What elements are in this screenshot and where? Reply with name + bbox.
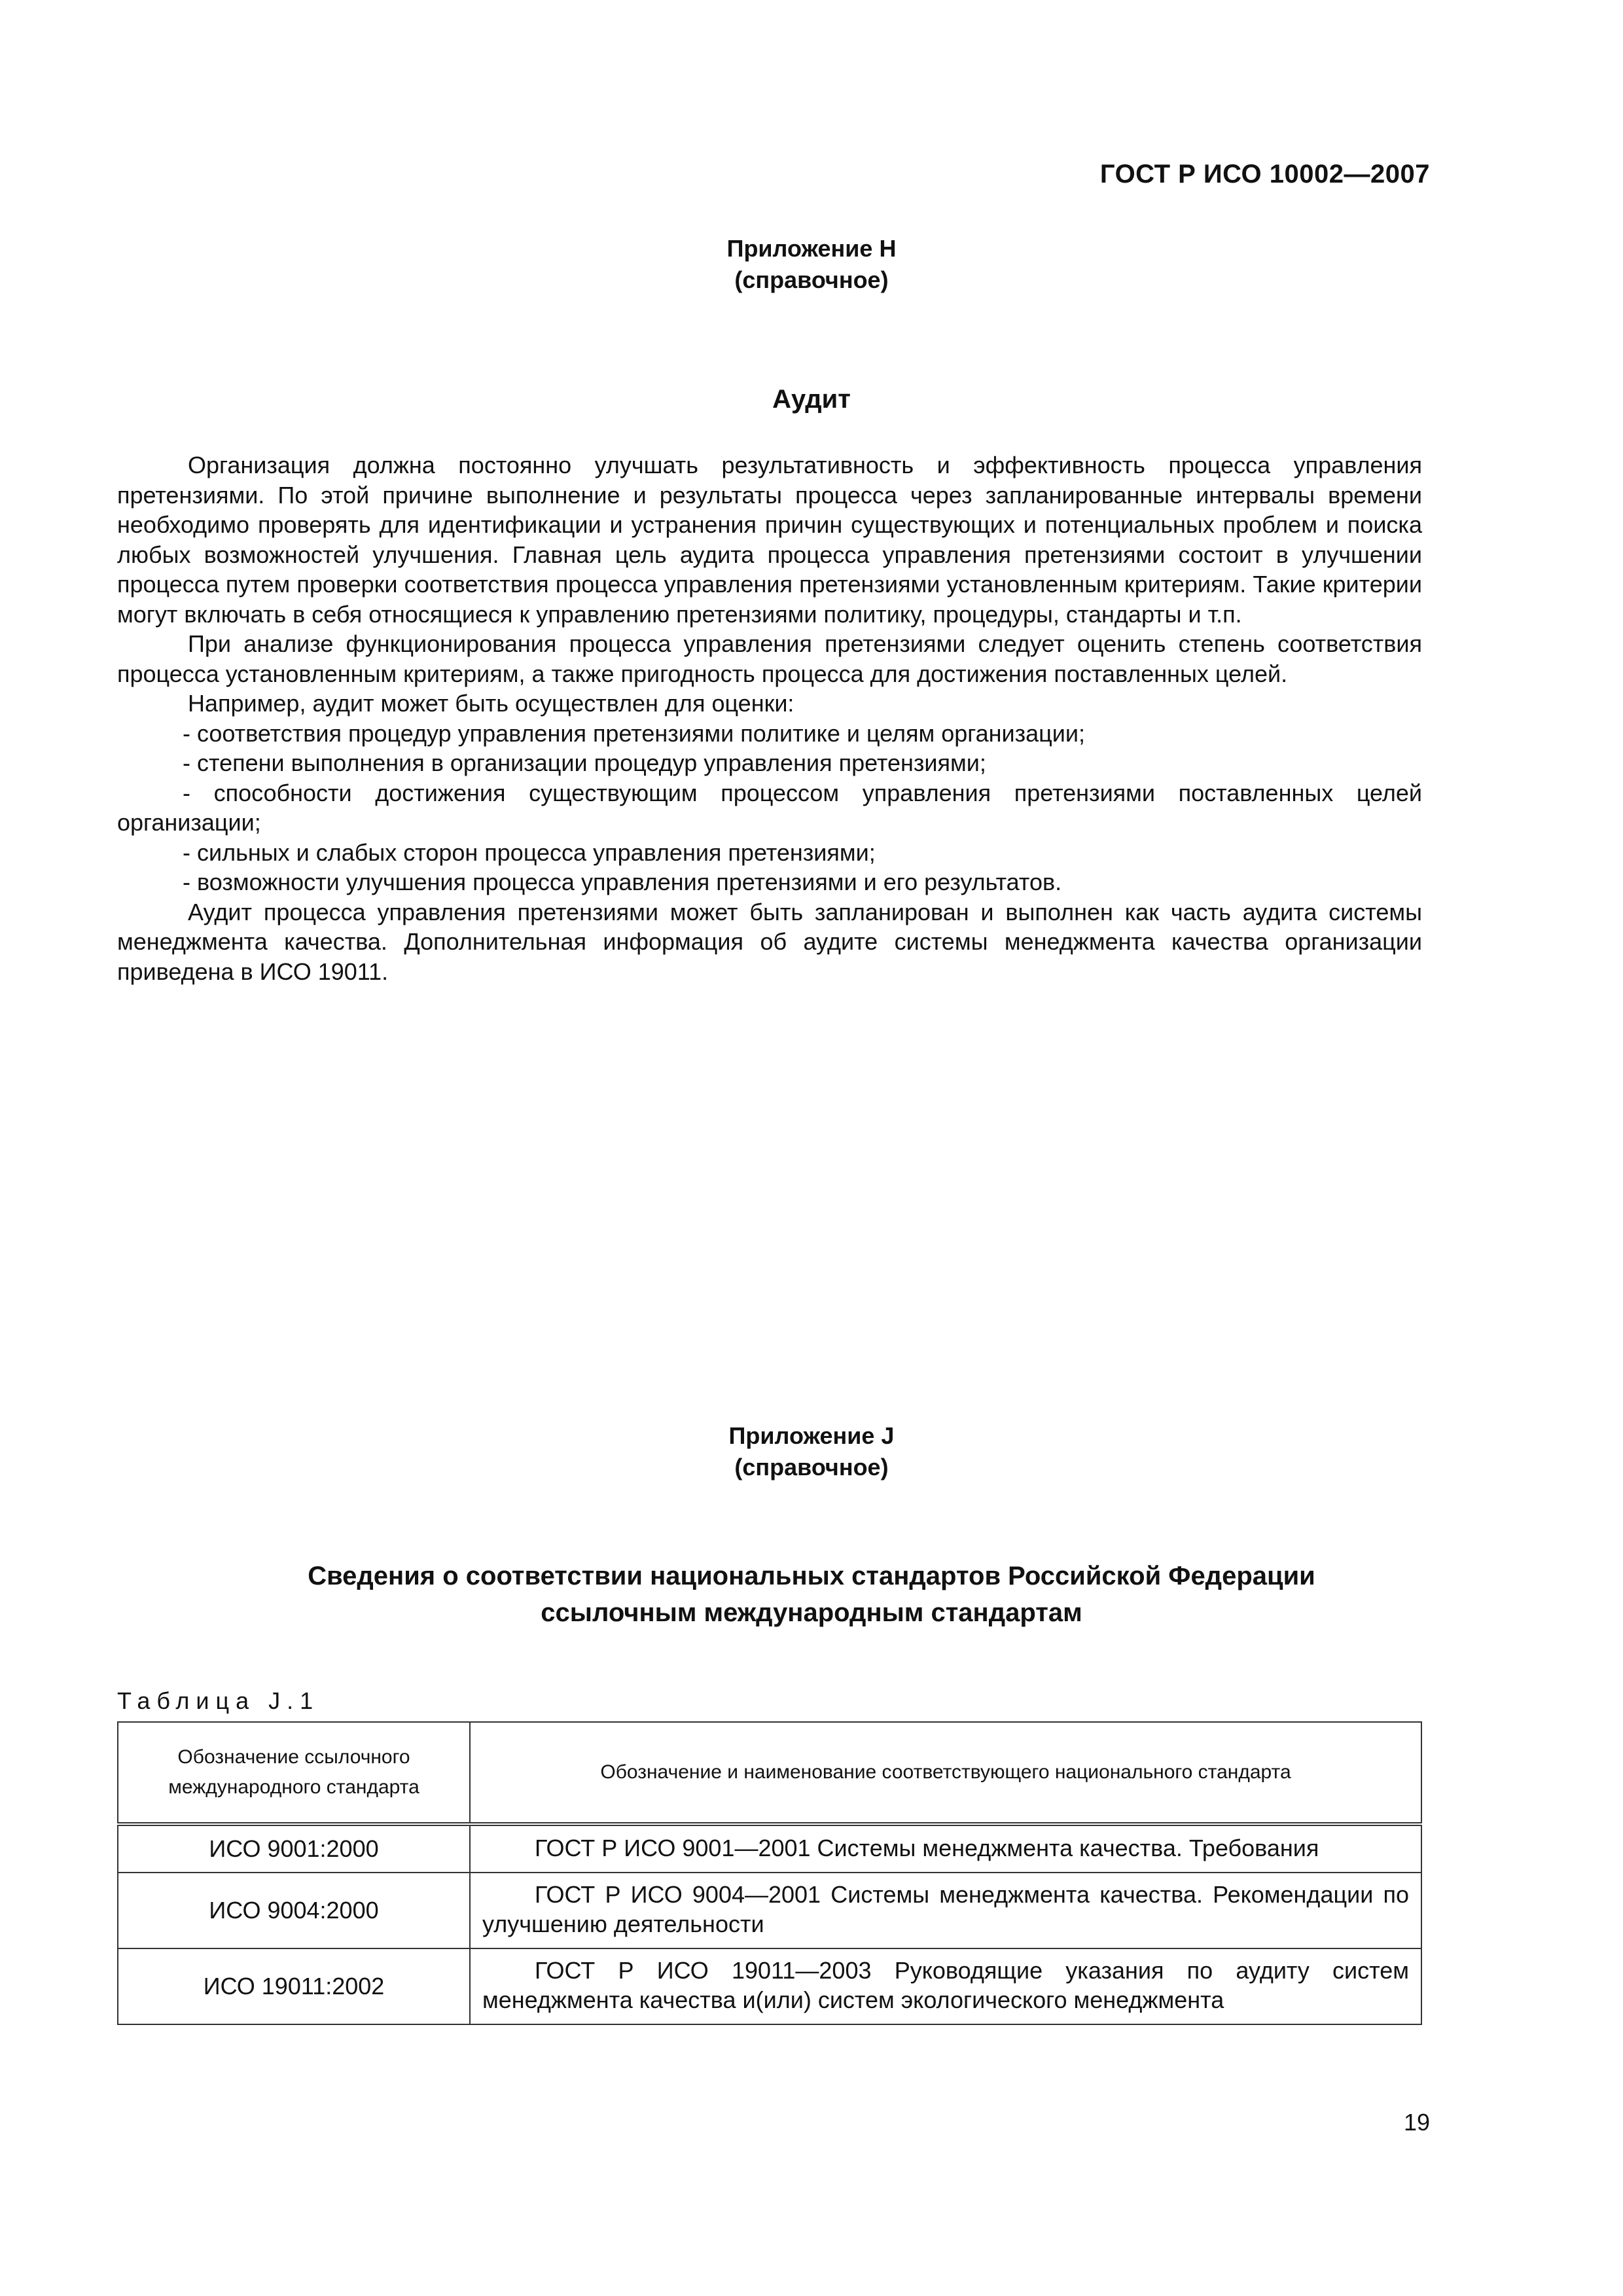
cell-intl: ИСО 19011:2002 (118, 1948, 470, 2024)
annex-h-heading (0, 233, 1623, 296)
page-number: 19 (1403, 2109, 1430, 2136)
list-item: - степени выполнения в организации процедур управления претензиями; (183, 749, 986, 776)
annex-h-label: Приложение H (726, 235, 897, 262)
annex-j-title (0, 1558, 1623, 1631)
annex-j-label: Приложение J (728, 1422, 895, 1449)
annex-h-kind: (справочное) (734, 266, 889, 293)
list-item: - возможности улучшения процесса управления претензиями и его результатов. (183, 869, 1062, 895)
annex-j-title-line1: Сведения о соответствии национальных стандартов Российской Федерации (308, 1562, 1315, 1590)
reference-table (117, 1721, 1422, 2025)
list-item: - соответствия процедур управления претензиями политике и целям организации; (183, 719, 1086, 747)
paragraph: Например, аудит может быть осуществлен для оценки: (188, 690, 794, 717)
table-row (118, 1873, 1421, 1948)
column-header-intl: Обозначение ссылочного международного стандарта (118, 1722, 470, 1824)
list-item: - способности достижения существующим процессом управления претензиями поставленных целей организации; (117, 779, 1422, 836)
annex-j-kind: (справочное) (734, 1454, 889, 1480)
paragraph: При анализе функционирования процесса управления претензиями следует оценить степень соответствия процесса установленным критериям, а также пригодность процесса для достижения поставленных целей. (117, 630, 1422, 687)
table-header-row (118, 1722, 1421, 1824)
list-item: - сильных и слабых сторон процесса управления претензиями; (183, 838, 876, 866)
cell-national-text: ГОСТ Р ИСО 19011—2003 Руководящие указания по аудиту систем менеджмента качества и(или) систем экологического менеджмента (482, 1957, 1409, 2013)
cell-national-text: ГОСТ Р ИСО 9001—2001 Системы менеджмента качества. Требования (535, 1834, 1319, 1861)
annex-h-body (117, 450, 1422, 986)
document-id: ГОСТ Р ИСО 10002—2007 (1099, 160, 1430, 188)
column-header-national: Обозначение и наименование соответствующего национального стандарта (470, 1722, 1421, 1824)
cell-national (470, 1873, 1421, 1948)
annex-h-title: Аудит (772, 385, 851, 414)
cell-national-text: ГОСТ Р ИСО 9004—2001 Системы менеджмента качества. Рекомендации по улучшению деятельности (482, 1881, 1409, 1937)
cell-national (470, 1824, 1421, 1873)
paragraph: Организация должна постоянно улучшать результативность и эффективность процесса управления претензиями. По этой причине выполнение и результаты процесса через запланированные интервалы времени необходимо проверять для идентификации и устранения причин существующих и потенциальных проблем и поиска любых возможностей улучшения. Главная цель аудита процесса управления претензиями состоит в улучшении процесса путем проверки соответствия процесса управления претензиями установленным критериям. Такие критерии могут включать в себя относящиеся к управлению претензиями политику, процедуры, стандарты и т.п. (117, 452, 1422, 628)
cell-intl: ИСО 9004:2000 (118, 1873, 470, 1948)
annex-j-heading (0, 1420, 1623, 1483)
table-caption: Таблица J.1 (117, 1687, 320, 1714)
table-row (118, 1824, 1421, 1873)
table-row (118, 1948, 1421, 2024)
paragraph: Аудит процесса управления претензиями может быть запланирован и выполнен как часть аудита системы менеджмента качества. Дополнительная информация об аудите системы менеджмента качества организации приведена в ИСО 19011. (117, 898, 1422, 985)
cell-national (470, 1948, 1421, 2024)
annex-j-title-line2: ссылочным международным стандартам (541, 1598, 1082, 1627)
cell-intl: ИСО 9001:2000 (118, 1824, 470, 1873)
